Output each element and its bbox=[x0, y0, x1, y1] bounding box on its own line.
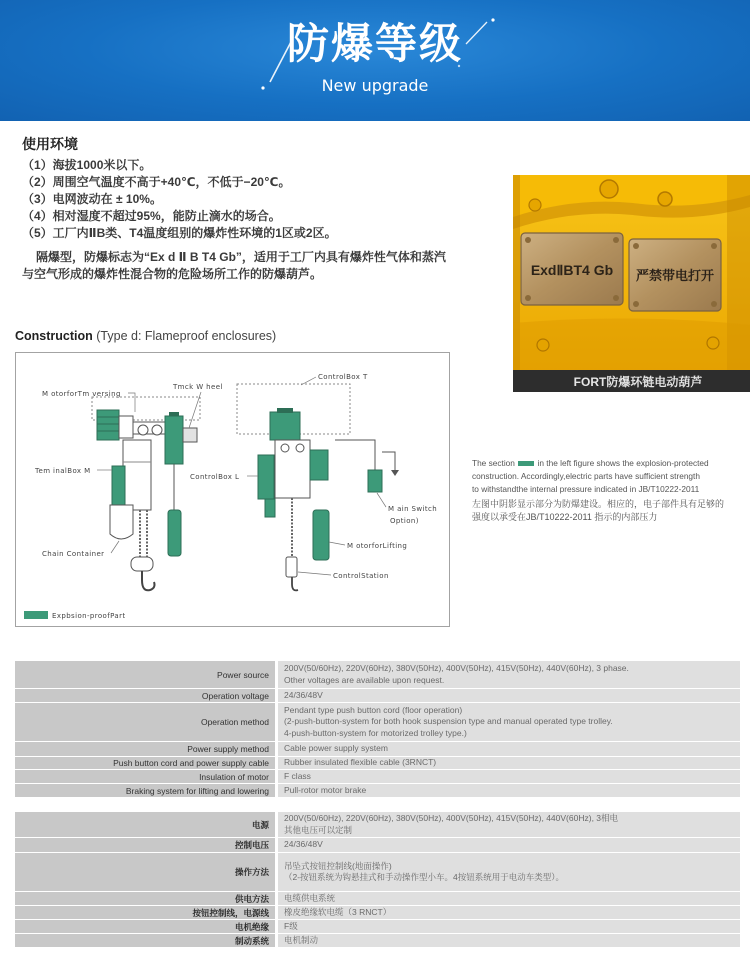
row-value-line: 电机制动 bbox=[284, 934, 319, 945]
environment-item: （4）相对湿度不超过95%，能防止滴水的场合。 bbox=[22, 209, 281, 223]
photo-bolt bbox=[600, 180, 618, 198]
right-hoist-body bbox=[275, 440, 310, 498]
chain-container-part bbox=[110, 505, 133, 539]
row-label: 操作方法 bbox=[15, 853, 275, 891]
terminal-box-m-part bbox=[112, 466, 125, 508]
banner-title: 防爆等级 bbox=[286, 20, 463, 67]
explosion-proof-swatch bbox=[518, 461, 534, 466]
row-value bbox=[275, 661, 740, 688]
row-value-line: 吊坠式按钮控制线(地面操作) bbox=[284, 860, 392, 871]
table-row bbox=[15, 757, 740, 770]
hoist-body bbox=[123, 440, 151, 510]
table-row bbox=[15, 770, 740, 784]
photo-bolt bbox=[707, 337, 719, 349]
plate-rivet bbox=[711, 243, 717, 249]
table-row bbox=[15, 934, 740, 948]
note-line bbox=[472, 458, 709, 469]
top-explosion-box bbox=[270, 412, 300, 440]
label-control-box-l: ControlBox L bbox=[190, 473, 240, 481]
row-value bbox=[275, 703, 740, 741]
table-row bbox=[15, 689, 740, 703]
row-label: Operation method bbox=[15, 703, 275, 741]
label-chain-container: Chain Container bbox=[42, 550, 105, 558]
spec-table-zh bbox=[15, 812, 740, 948]
row-value bbox=[275, 853, 740, 891]
cylinder-cap bbox=[169, 412, 179, 416]
control-box-l-part bbox=[258, 455, 274, 499]
row-value-line: 24/36/48V bbox=[284, 689, 323, 700]
label-control-station: ControlStation bbox=[333, 572, 389, 580]
construction-heading bbox=[15, 328, 276, 344]
row-value-line: 4-push-button-system for motorized trolley type.) bbox=[284, 727, 467, 738]
row-value bbox=[275, 770, 740, 783]
plate-rivet bbox=[633, 243, 639, 249]
row-label: Push button cord and power supply cable bbox=[15, 757, 275, 769]
row-value-line: F级 bbox=[284, 920, 298, 931]
environment-item: （1）海拔1000米以下。 bbox=[22, 158, 152, 172]
row-value-line: Other voltages are available upon request. bbox=[284, 674, 445, 685]
row-value bbox=[275, 920, 740, 933]
product-band-text: FORT防爆环链电动葫芦 bbox=[573, 375, 703, 389]
label-main-switch-option: Option) bbox=[390, 517, 419, 525]
header-banner bbox=[0, 0, 750, 121]
note-line-zh: 强度以承受在JB/T10222-2011 指示的内部压力 bbox=[472, 512, 658, 522]
plate-rivet bbox=[613, 237, 619, 243]
label-terminal-box-m: Tem inalBox M bbox=[35, 467, 91, 475]
photo-bolt bbox=[529, 199, 541, 211]
right-motor-part bbox=[310, 450, 328, 480]
environment-item: （5）工厂内ⅡB类、T4温度组别的爆炸性环境的1区或2区。 bbox=[22, 226, 337, 240]
row-value bbox=[275, 689, 740, 702]
row-label: 制动系统 bbox=[15, 934, 275, 947]
hook-block bbox=[131, 557, 153, 571]
note-line: construction. Accordingly,electric parts have sufficient strength bbox=[472, 471, 700, 481]
row-value-line: 200V(50/60Hz), 220V(60Hz), 380V(50Hz), 400V(50Hz), 415V(50Hz), 440V(60Hz), 3 phase. bbox=[284, 663, 629, 673]
gear-box bbox=[119, 416, 133, 438]
motor-lifting-part bbox=[313, 510, 329, 560]
construction-title: Construction bbox=[15, 329, 93, 343]
row-label: Insulation of motor bbox=[15, 770, 275, 783]
legend-label: Expbsion-proofPart bbox=[52, 612, 126, 620]
photo-bolt bbox=[537, 339, 549, 351]
spec-table-en bbox=[15, 661, 740, 798]
row-label: 控制电压 bbox=[15, 838, 275, 852]
environment-item: （3）电网波动在 ± 10%。 bbox=[22, 192, 162, 206]
label-motor-traversing: M otorforTm versing bbox=[42, 390, 121, 398]
note-text: in the left figure shows the explosion-protected bbox=[537, 458, 709, 468]
nameplate-right-text: 严禁带电打开 bbox=[635, 268, 715, 283]
banner-subtitle: New upgrade bbox=[321, 76, 429, 95]
table-row bbox=[15, 853, 740, 892]
plate-rivet bbox=[525, 295, 531, 301]
label-main-switch: M ain Switch bbox=[388, 505, 438, 513]
row-value-line: (2-push-button-system for both hook suspension type and manual operated type trolley. bbox=[284, 716, 613, 727]
construction-subtitle: (Type d: Flameproof enclosures) bbox=[96, 329, 277, 343]
plate-rivet bbox=[525, 237, 531, 243]
row-value bbox=[275, 892, 740, 905]
row-label: Power supply method bbox=[15, 742, 275, 756]
pendant-part bbox=[168, 510, 181, 556]
table-row bbox=[15, 920, 740, 934]
row-label: 电机绝缘 bbox=[15, 920, 275, 933]
row-value-line: Rubber insulated flexible cable (3RNCT) bbox=[284, 757, 437, 768]
construction-diagram bbox=[15, 352, 450, 627]
plate-rivet bbox=[613, 295, 619, 301]
table-row bbox=[15, 892, 740, 906]
table-row bbox=[15, 906, 740, 920]
row-value bbox=[275, 934, 740, 947]
table-row bbox=[15, 703, 740, 742]
row-value bbox=[275, 906, 740, 919]
row-value bbox=[275, 784, 740, 797]
photo-bolt bbox=[658, 192, 672, 206]
row-value-line: Pendant type push button cord (floor operation) bbox=[284, 704, 463, 715]
label-control-box-t: ControlBox T bbox=[318, 373, 368, 381]
row-label: 电源 bbox=[15, 812, 275, 837]
row-value-line: （2-按钮系统为钩悬挂式和手动操作型小车。4按钮系统用于电动车类型）。 bbox=[284, 872, 565, 882]
row-value-line: 其他电压可以定制 bbox=[284, 824, 353, 835]
label-track-wheel: Tmck W heel bbox=[173, 383, 223, 391]
table-row bbox=[15, 742, 740, 757]
table-row bbox=[15, 661, 740, 689]
row-value-line: 200V(50/60Hz), 220V(60Hz), 380V(50Hz), 400V(50Hz), 415V(50Hz), 440V(60Hz), 3相电 bbox=[284, 813, 619, 823]
row-value bbox=[275, 838, 740, 852]
row-value bbox=[275, 742, 740, 756]
row-value-line: Pull-rotor motor brake bbox=[284, 784, 367, 795]
environment-heading: 使用环境 bbox=[22, 136, 78, 152]
table-row bbox=[15, 838, 740, 853]
row-label: 按钮控制线，电源线 bbox=[15, 906, 275, 919]
row-value-line: 电缆供电系统 bbox=[284, 892, 336, 903]
nameplate-left-text: ExdⅡBT4 Gb bbox=[530, 262, 614, 278]
note-line-zh: 左图中阴影显示部分为防爆建设。相应的，电子部件具有足够的 bbox=[472, 499, 725, 509]
trolley-block bbox=[183, 428, 197, 442]
row-label: Power source bbox=[15, 661, 275, 688]
environment-paragraph-line: 隔爆型，防爆标志为“Ex d Ⅱ B T4 Gb”，适用于工厂内具有爆炸性气体和蒸汽 bbox=[36, 250, 446, 264]
label-motor-lifting: M otorforLifting bbox=[347, 542, 408, 550]
legend-swatch bbox=[24, 611, 48, 619]
row-value bbox=[275, 812, 740, 837]
row-value-line: 橡皮绝缘软电缆（3 RNCT） bbox=[284, 906, 392, 917]
small-terminal-part bbox=[265, 499, 275, 517]
note-text: The section bbox=[472, 458, 515, 468]
row-value-line: F class bbox=[284, 770, 311, 781]
table-row bbox=[15, 784, 740, 798]
row-label: Operation voltage bbox=[15, 689, 275, 702]
row-label: 供电方法 bbox=[15, 892, 275, 905]
table-row bbox=[15, 812, 740, 838]
hoist-nameplate-photo bbox=[513, 175, 750, 392]
row-value bbox=[275, 757, 740, 769]
row-value-line: 24/36/48V bbox=[284, 839, 323, 850]
main-switch-part bbox=[368, 470, 382, 492]
row-value-line: Cable power supply system bbox=[284, 743, 388, 754]
right-wheel bbox=[296, 444, 304, 452]
plate-rivet bbox=[633, 301, 639, 307]
control-station-part bbox=[286, 557, 297, 577]
motor-traversing-part bbox=[97, 410, 119, 440]
right-wheel bbox=[281, 444, 289, 452]
track-wheel bbox=[138, 425, 148, 435]
track-wheel bbox=[152, 425, 162, 435]
row-label: Braking system for lifting and lowering bbox=[15, 784, 275, 797]
note-line: to withstandthe internal pressure indicated in JB/T10222-2011 bbox=[472, 484, 700, 494]
plate-rivet bbox=[711, 301, 717, 307]
explosion-proof-cylinder bbox=[165, 416, 183, 464]
environment-item: （2）周围空气温度不高于+40℃，不低于−20℃。 bbox=[22, 175, 291, 189]
environment-paragraph-line: 与空气形成的爆炸性混合物的危险场所工作的防爆葫芦。 bbox=[22, 267, 323, 281]
top-box-cap bbox=[277, 408, 293, 413]
